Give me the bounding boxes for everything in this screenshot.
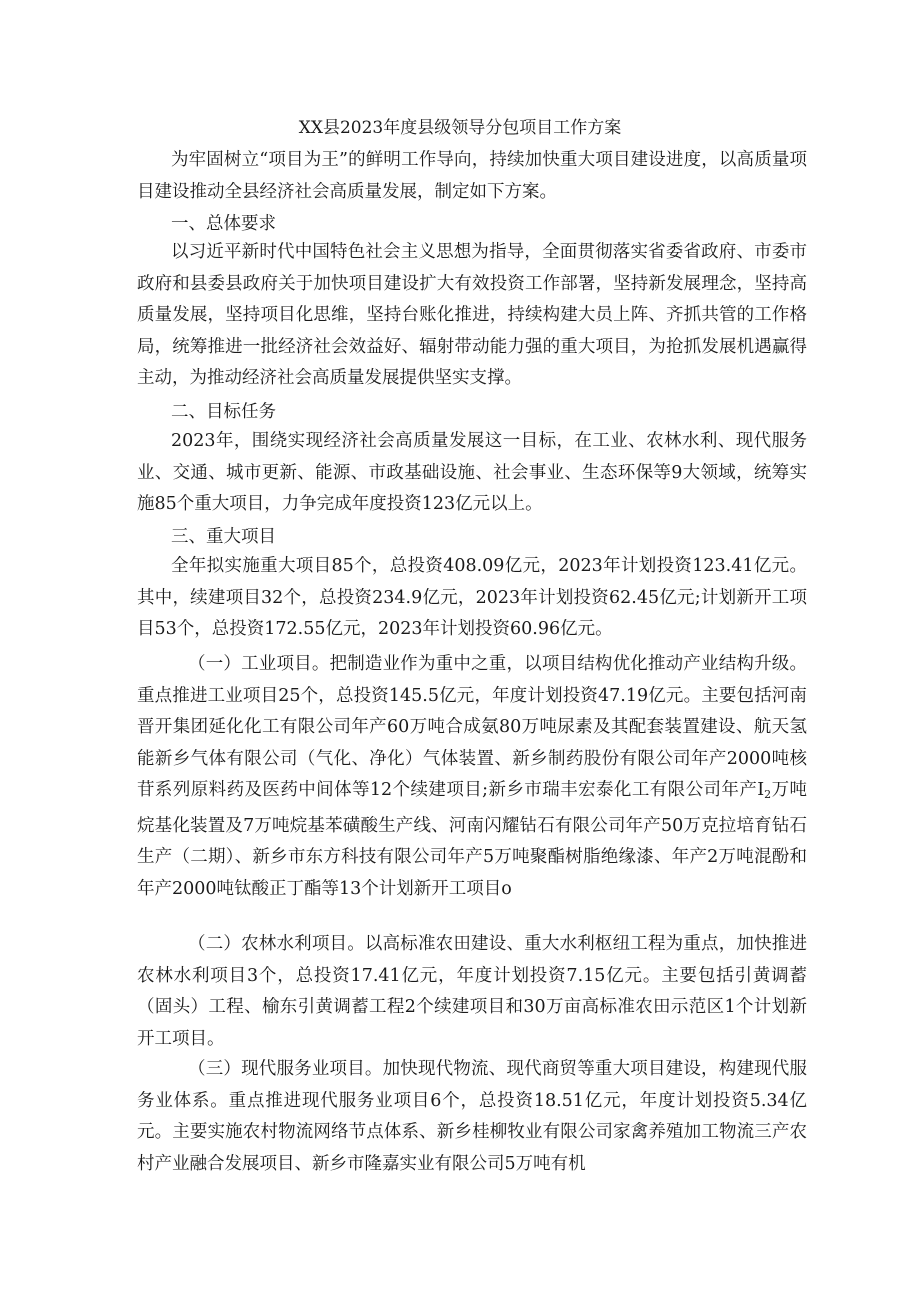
- major-projects-paragraph: 全年拟实施重大项目85个，总投资408.09亿元，2023年计划投资123.41亿元。其中，续建项目32个，总投资234.9亿元，2023年计划投资62.45亿元;计划新开工项目53个，总投资172.55亿元，2023年计划投资60.96亿元。: [137, 556, 807, 639]
- general-requirements-paragraph: 以习近平新时代中国特色社会主义思想为指导，全面贯彻落实省委省政府、市委市政府和县委县政府关于加快项目建设扩大有效投资工作部署，坚持新发展理念，坚持高质量发展，坚持项目化思维，坚持台账化推进，持续构建大员上阵、齐抓共管的工作格局，统筹推进一批经济社会效益好、辐射带动能力强的重大项目，为抢抓发展机遇赢得主动，为推动经济社会高质量发展提供坚实支撑。: [137, 242, 807, 388]
- agriculture-water-projects-paragraph: （二）农林水利项目。以高标准农田建设、重大水利枢纽工程为重点，加快推进农林水利项目3个，总投资17.41亿元，年度计划投资7.15亿元。主要包括引黄调蓄（固头）工程、榆东引黄调蓄工程2个续建项目和30万亩高标准农田示范区1个计划新开工项目。: [137, 934, 807, 1049]
- section-heading-targets: 二、目标任务: [171, 402, 276, 422]
- document-title: XX县2023年度县级领导分包项目工作方案: [298, 118, 622, 138]
- section-heading-general-requirements: 一、总体要求: [171, 214, 276, 234]
- targets-paragraph: 2023年，围绕实现经济社会高质量发展这一目标，在工业、农林水利、现代服务业、交通、城市更新、能源、市政基础设施、社会事业、生态环保等9大领域，统筹实施85个重大项目，力争完成年度投资123亿元以上。: [137, 431, 807, 514]
- industrial-projects-subscript: 2: [764, 788, 772, 801]
- industrial-projects-text-b: 万吨烷基化装置及7万吨烷基苯磺酸生产线、河南闪耀钻石有限公司年产50万克拉培育钻石生产（二期）、新乡市东方科技有限公司年产5万吨聚酯树脂绝缘漆、年产2万吨混酚和年产2000吨钛酸正丁酯等13个计划新开工项目o: [137, 780, 808, 899]
- section-heading-major-projects: 三、重大项目: [171, 527, 276, 547]
- industrial-projects-text-a: （一）工业项目。把制造业作为重中之重，以项目结构优化推动产业结构升级。重点推进工业项目25个，总投资145.5亿元，年度计划投资47.19亿元。主要包括河南晋开集团延化化工有限公司年产60万吨合成氨80万吨尿素及其配套装置建设、航天氢能新乡气体有限公司（气化、净化）气体装置、新乡制药股份有限公司年产2000吨核苷系列原料药及医药中间体等12个续建项目;新乡市瑞丰宏泰化工有限公司年产I: [137, 654, 807, 800]
- intro-paragraph: 为牢固树立“项目为王”的鲜明工作导向，持续加快重大项目建设进度，以高质量项目建设推动全县经济社会高质量发展，制定如下方案。: [137, 150, 807, 202]
- modern-services-projects-paragraph: （三）现代服务业项目。加快现代物流、现代商贸等重大项目建设，构建现代服务业体系。重点推进现代服务业项目6个，总投资18.51亿元，年度计划投资5.34亿元。主要实施农村物流网络节点体系、新乡桂柳牧业有限公司家禽养殖加工物流三产农村产业融合发展项目、新乡市隆嘉实业有限公司5万吨有机: [137, 1059, 807, 1174]
- industrial-projects-paragraph: [137, 649, 807, 905]
